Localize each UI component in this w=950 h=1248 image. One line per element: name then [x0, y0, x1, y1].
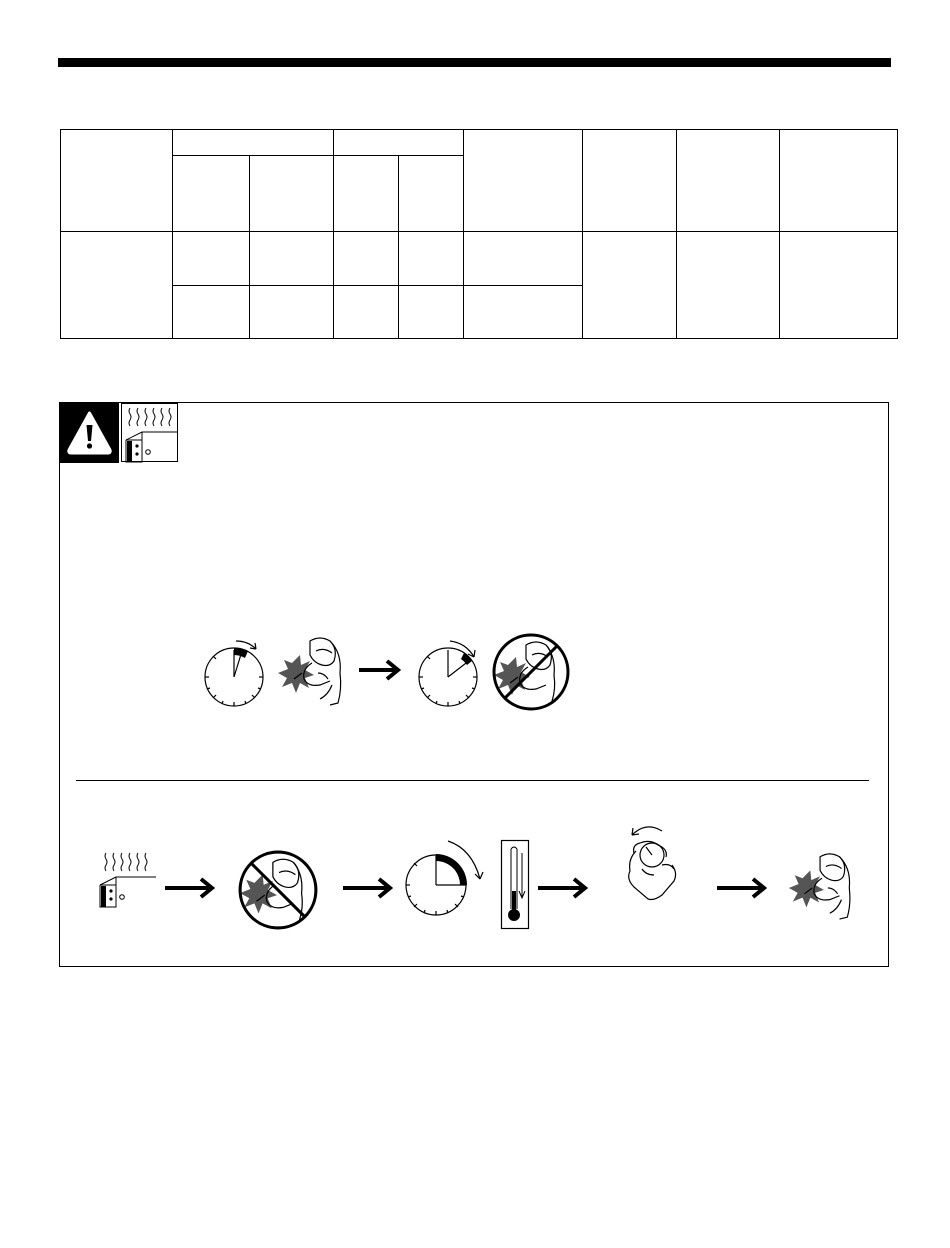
header-rule: [58, 58, 891, 67]
arrow-right-icon: [536, 876, 590, 900]
no-welding-icon: [490, 631, 572, 713]
stopwatch-icon: [400, 833, 486, 919]
arrow-right-icon: [715, 876, 769, 900]
overheated-machine-icon: [121, 403, 178, 462]
no-welding-icon: [236, 848, 320, 932]
duty-cycle-warning-box: [59, 402, 889, 967]
warning-triangle-icon: [60, 403, 119, 463]
reduce-amperage-knob-icon: [622, 823, 684, 903]
stopwatch-icon: [412, 633, 484, 709]
stopwatch-icon: [198, 633, 270, 709]
overheated-machine-icon: [98, 851, 156, 911]
arrow-right-icon: [357, 658, 403, 682]
table-border: [61, 130, 898, 339]
welding-allowed-icon: [272, 633, 352, 709]
section-divider: [76, 780, 869, 781]
specification-table: [60, 129, 898, 339]
thermometer-icon: [500, 839, 530, 931]
arrow-right-icon: [163, 876, 217, 900]
arrow-right-icon: [341, 876, 395, 900]
welding-allowed-icon: [782, 849, 862, 923]
